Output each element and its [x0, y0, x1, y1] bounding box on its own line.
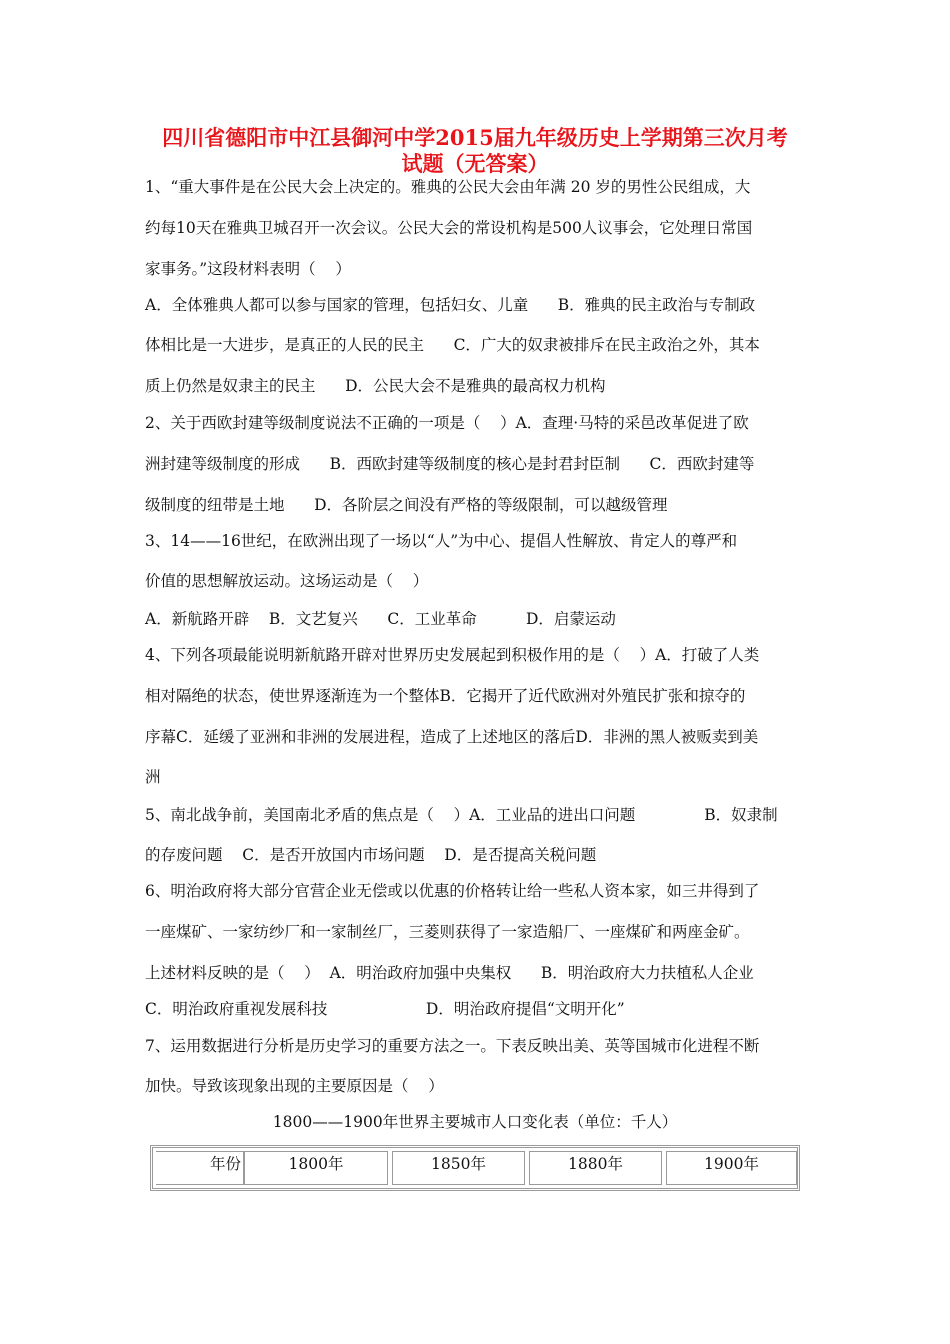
text-line: 质上仍然是奴隶主的民主 D．公民大会不是雅典的最高权力机构: [145, 377, 606, 395]
table-header-cell: [392, 1151, 525, 1185]
text-line: 家事务。”这段材料表明（ ）: [145, 260, 351, 278]
text-line: 的存废问题 C．是否开放国内市场问题 D．是否提高关税问题: [145, 846, 597, 864]
table-header-cell: [666, 1151, 797, 1185]
document-title-line-2: 试题（无答案）: [401, 151, 549, 176]
text-line: 上述材料反映的是（ ） A．明治政府加强中央集权 B．明治政府大力扶植私人企业: [145, 964, 754, 982]
table-header-label: 1900年: [704, 1155, 759, 1173]
text-line: 价值的思想解放运动。这场运动是（ ）: [145, 572, 429, 590]
text-line: 5、南北战争前，美国南北矛盾的焦点是（ ）A．工业品的进出口问题 B．奴隶制: [145, 806, 778, 824]
table-header-year-label: 年份: [209, 1155, 241, 1173]
table-header-cell: [244, 1151, 388, 1185]
text-line: A．全体雅典人都可以参与国家的管理，包括妇女、儿童 B．雅典的民主政治与专制政: [145, 296, 756, 314]
text-line: A．新航路开辟 B．文艺复兴 C．工业革命 D．启蒙运动: [145, 610, 616, 628]
text-line: 序幕C．延缓了亚洲和非洲的发展进程，造成了上述地区的落后D．非洲的黑人被贩卖到美: [145, 728, 759, 746]
text-line: 约每10天在雅典卫城召开一次会议。公民大会的常设机构是500人议事会，它处理日常国: [145, 219, 753, 237]
table-header-label: 1850年: [431, 1155, 486, 1173]
population-table: [150, 1145, 800, 1191]
document-title-line-1: 四川省德阳市中江县御河中学2015届九年级历史上学期第三次月考: [162, 125, 788, 150]
text-line: 体相比是一大进步，是真正的人民的民主 C．广大的奴隶被排斥在民主政治之外，其本: [145, 336, 760, 354]
text-line: 洲封建等级制度的形成 B．西欧封建等级制度的核心是封君封臣制 C．西欧封建等: [145, 455, 755, 473]
text-line: 2、关于西欧封建等级制度说法不正确的一项是（ ）A．查理·马特的采邑改革促进了欧: [145, 414, 749, 432]
text-line: 6、明治政府将大部分官营企业无偿或以优惠的价格转让给一些私人资本家，如三井得到了: [145, 882, 760, 900]
table-header-cell: [529, 1151, 662, 1185]
text-line: 1、“重大事件是在公民大会上决定的。雅典的公民大会由年满 20 岁的男性公民组成，大: [145, 178, 751, 196]
text-line: 7、运用数据进行分析是历史学习的重要方法之一。下表反映出美、英等国城市化进程不断: [145, 1037, 760, 1055]
text-line: 级制度的纽带是土地 D．各阶层之间没有严格的等级限制，可以越级管理: [145, 496, 668, 514]
table-caption: 1800——1900年世界主要城市人口变化表（单位：千人）: [272, 1113, 678, 1131]
text-line: 加快。导致该现象出现的主要原因是（ ）: [145, 1077, 444, 1095]
text-line: 一座煤矿、一家纺纱厂和一家制丝厂，三菱则获得了一家造船厂、一座煤矿和两座金矿。: [145, 923, 750, 941]
table-header-label: 1880年: [568, 1155, 623, 1173]
table-header-label: 1800年: [288, 1155, 344, 1173]
text-line: 3、14——16世纪，在欧洲出现了一场以“人”为中心、提倡人性解放、肯定人的尊严和: [145, 532, 738, 550]
table-header-cell: [156, 1151, 244, 1185]
text-line: 4、下列各项最能说明新航路开辟对世界历史发展起到积极作用的是（ ）A．打破了人类: [145, 646, 760, 664]
text-line: C．明治政府重视发展科技 D．明治政府提倡“文明开化”: [145, 1000, 625, 1018]
text-line: 相对隔绝的状态，使世界逐渐连为一个整体B．它揭开了近代欧洲对外殖民扩张和掠夺的: [145, 687, 746, 705]
text-line: 洲: [145, 768, 161, 786]
